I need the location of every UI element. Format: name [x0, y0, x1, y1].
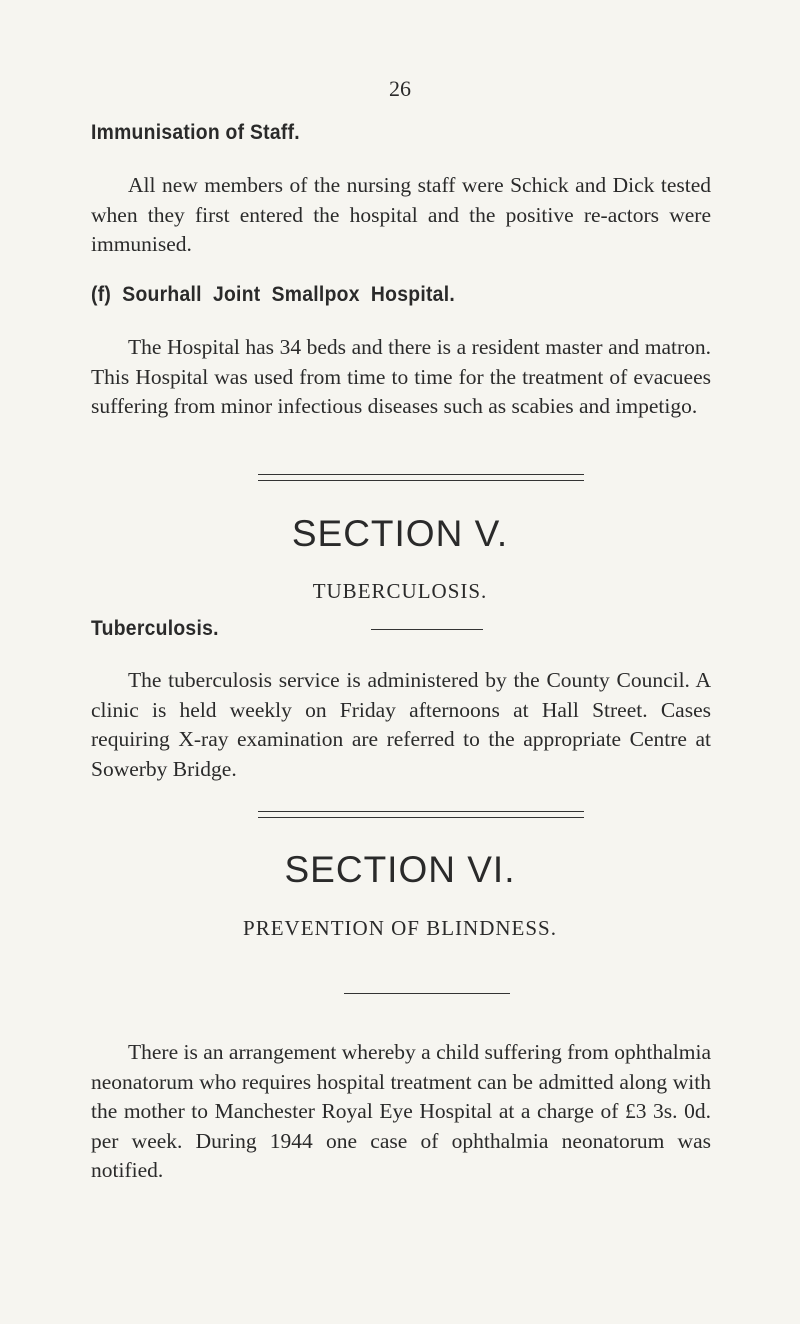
sourhall-paragraph — [91, 333, 711, 422]
immunisation-heading: Immunisation of Staff. — [91, 121, 300, 144]
immunisation-paragraph — [91, 171, 711, 260]
tuberculosis-paragraph — [91, 666, 711, 784]
section-divider — [258, 474, 584, 481]
page-number: 26 — [389, 76, 411, 101]
section-v-title: SECTION V. — [291, 513, 509, 554]
tuberculosis-text: The tuberculosis service is administered by the County Council. A clinic is held weekly on Friday afternoons at Hall Street. Cases requiring X-ray examination are referred to the appropriate Centre at Sowerby Bridge. — [91, 668, 711, 781]
immunisation-text: All new members of the nursing staff were Schick and Dick tested when they first entered the hospital and the positive re-actors were immunised. — [91, 173, 711, 256]
short-rule — [344, 993, 510, 994]
blindness-paragraph — [91, 1038, 711, 1186]
section-divider — [258, 811, 584, 818]
section-vi-subtitle: PREVENTION OF BLINDNESS. — [243, 916, 557, 940]
tuberculosis-heading: Tuberculosis. — [91, 617, 219, 640]
blindness-text: There is an arrangement whereby a child suffering from ophthalmia neonatorum who requires hospital treatment can be admitted along with the mother to Manchester Royal Eye Hospital at a charge of £3 3s. 0d. per week. During 1944 one case of ophthalmia neonatorum was notified. — [91, 1040, 711, 1182]
sourhall-heading: (f) Sourhall Joint Smallpox Hospital. — [91, 283, 455, 306]
sourhall-text: The Hospital has 34 beds and there is a resident master and matron. This Hospital was used from time to time for the treatment of evacuees suffering from minor infectious diseases such as scabies and impetigo. — [91, 335, 711, 418]
short-rule — [371, 629, 483, 630]
section-v-subtitle: TUBERCULOSIS. — [312, 579, 488, 603]
section-vi-title: SECTION VI. — [284, 849, 516, 890]
